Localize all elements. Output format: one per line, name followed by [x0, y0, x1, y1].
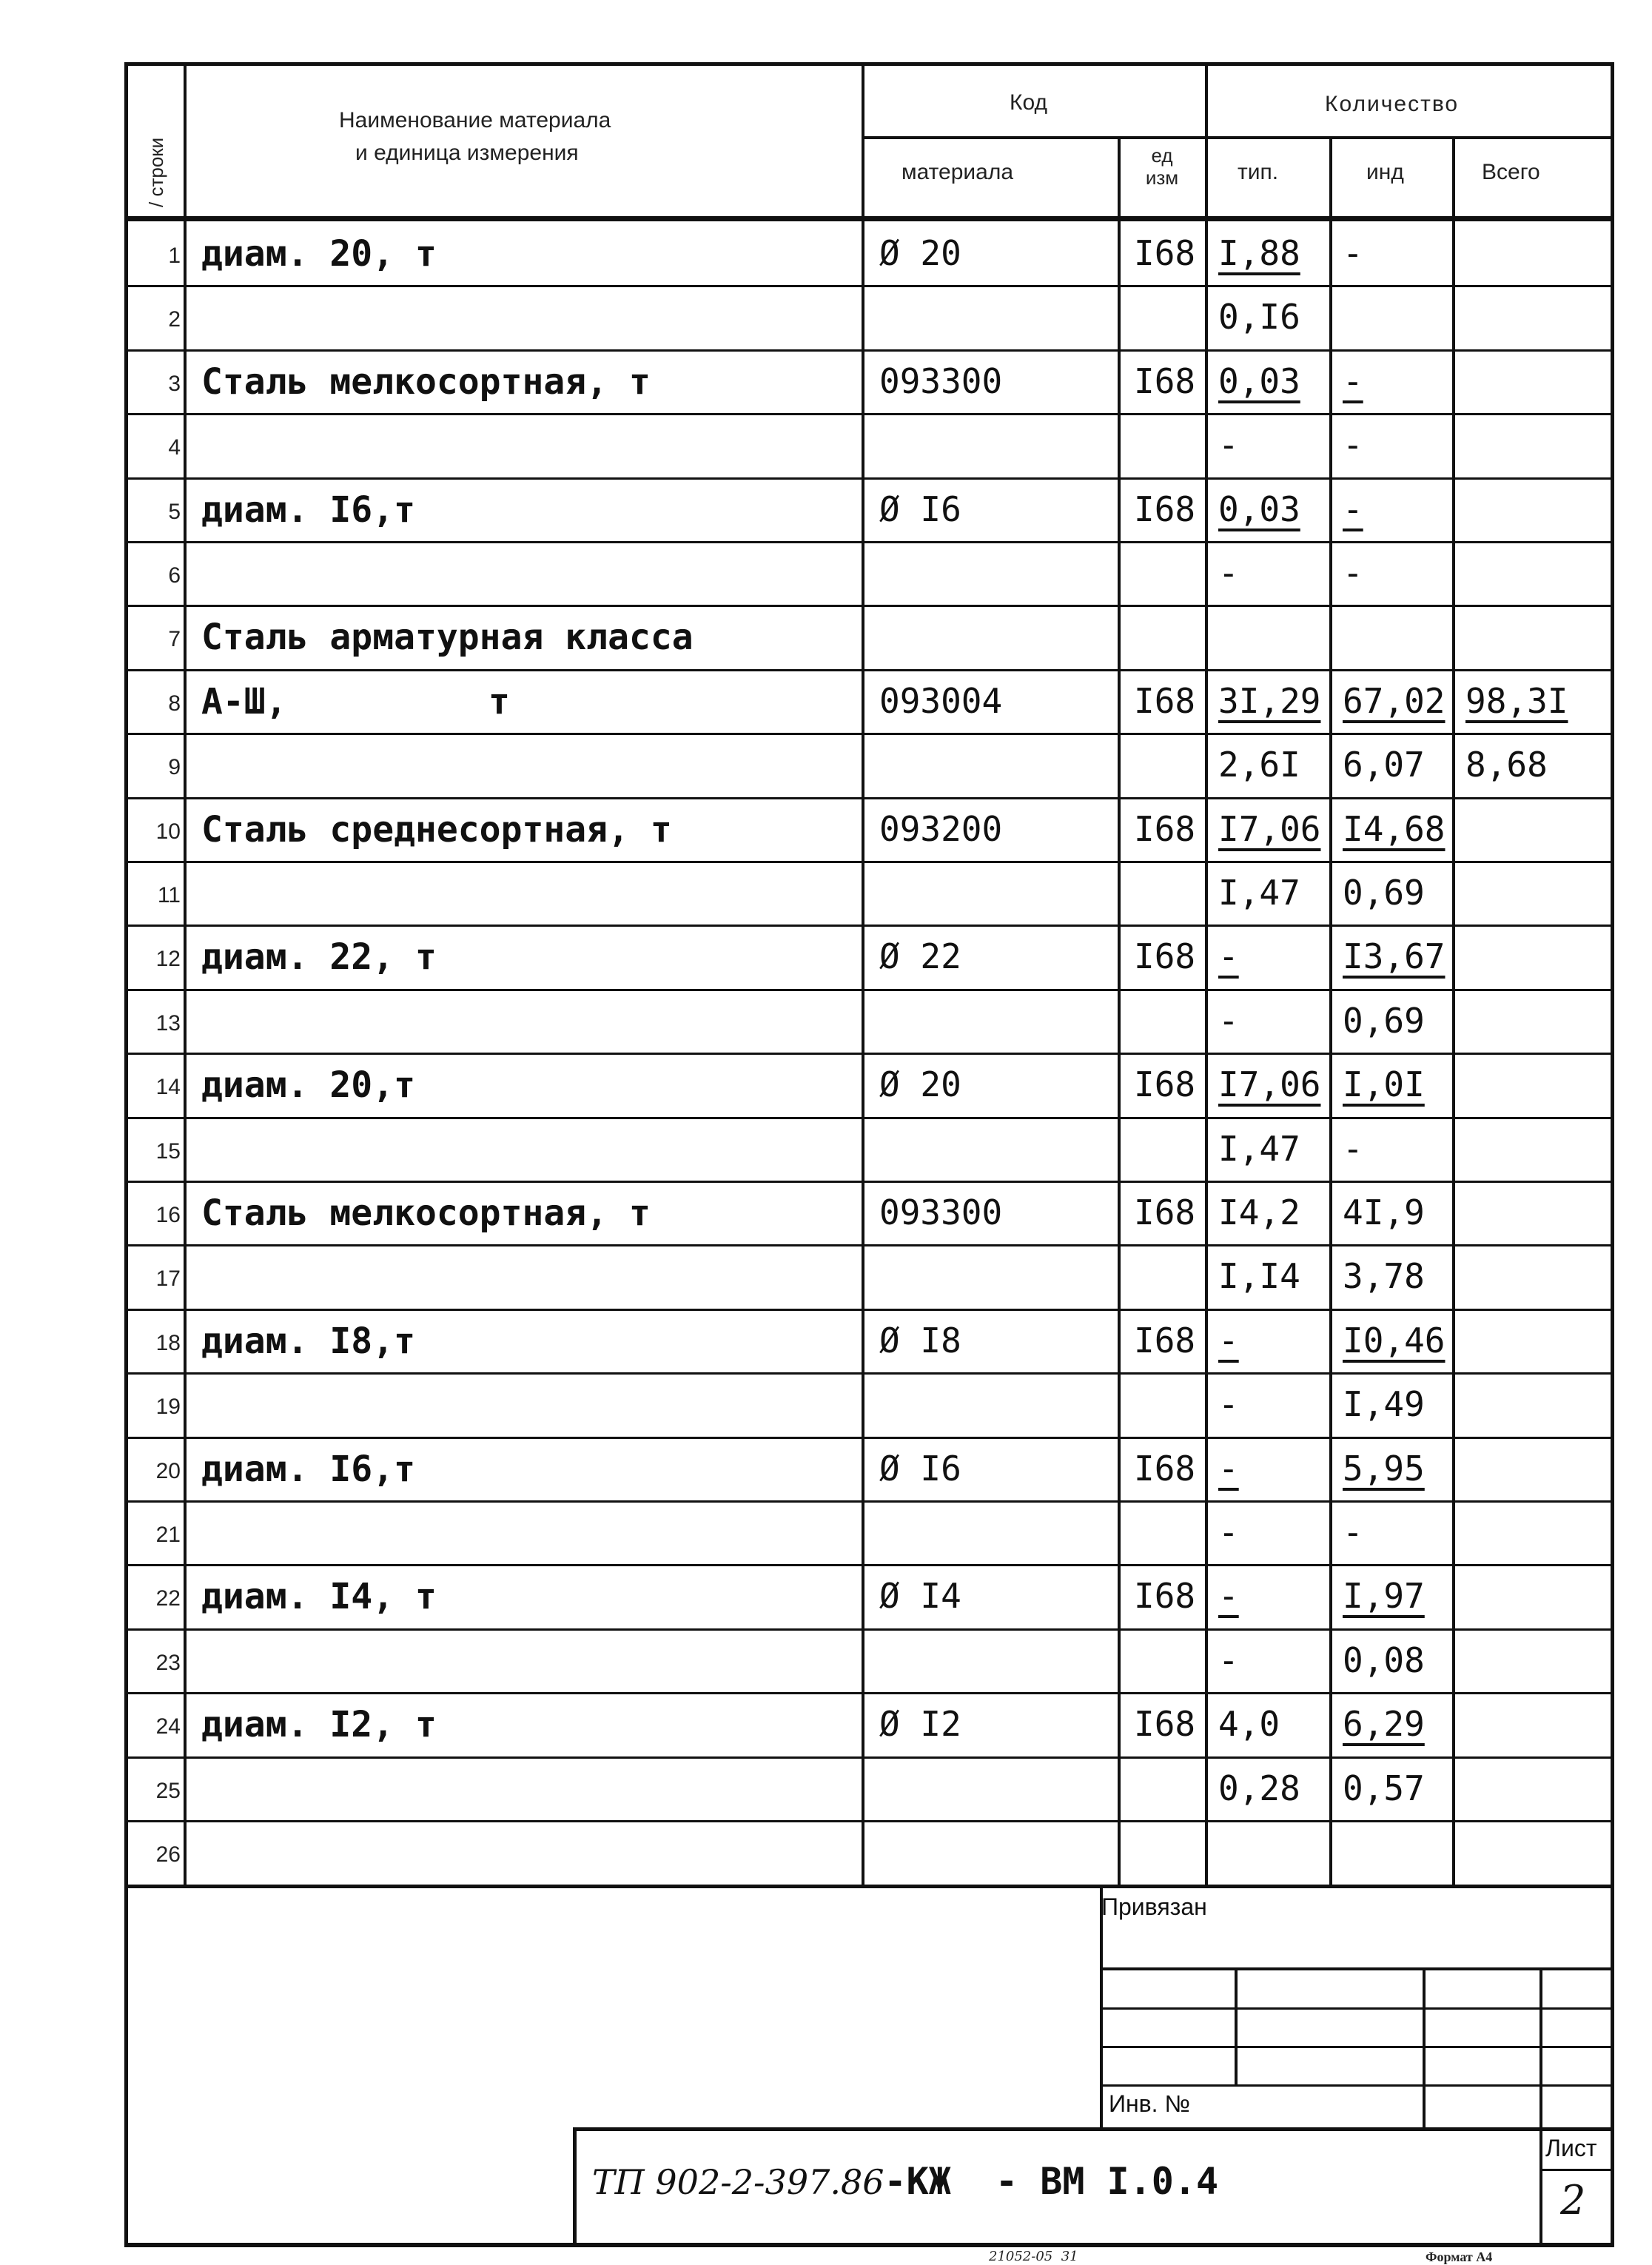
- row-divider: [127, 1628, 1612, 1631]
- qty-typical: I,88: [1218, 233, 1300, 273]
- hline-header-bottom: [124, 216, 1614, 221]
- qty-typical: 2,6I: [1218, 745, 1300, 785]
- unit-code: I68: [1134, 1064, 1196, 1104]
- qty-individual: 0,69: [1343, 873, 1425, 913]
- qty-individual: -: [1343, 233, 1363, 273]
- stamp-code-top: [573, 2127, 1614, 2131]
- row-number: 18: [155, 1331, 181, 1355]
- row-number: 16: [155, 1203, 181, 1227]
- row-divider: [127, 861, 1612, 863]
- vline-unit-typ: [1205, 62, 1208, 1885]
- unit-code: I68: [1134, 681, 1196, 721]
- row-number: 21: [155, 1523, 181, 1547]
- material-code: 093004: [879, 681, 1003, 721]
- qty-total: 98,3I: [1465, 681, 1568, 721]
- qty-individual: 0,69: [1343, 1001, 1425, 1041]
- row-number: 19: [155, 1395, 181, 1419]
- row-number: 23: [155, 1651, 181, 1675]
- row-number: 24: [155, 1714, 181, 1739]
- frame-top: [124, 62, 1614, 66]
- material-name: Сталь мелкосортная, т: [201, 1192, 651, 1234]
- qty-typ-header: тип.: [1238, 160, 1279, 184]
- bound-label: Привязан: [1101, 1893, 1207, 1920]
- row-divider: [127, 1372, 1612, 1375]
- row-divider: [127, 1244, 1612, 1246]
- vline-name: [862, 62, 864, 1885]
- qty-total: 8,68: [1465, 745, 1548, 785]
- qty-individual: -: [1343, 1512, 1363, 1552]
- material-code: Ø I2: [879, 1704, 961, 1744]
- material-name: A-Ш,: [201, 681, 287, 722]
- material-code: Ø I8: [879, 1321, 961, 1360]
- row-number: 7: [168, 627, 181, 651]
- material-code: 093200: [879, 809, 1003, 849]
- material-name: Сталь мелкосортная, т: [201, 361, 651, 403]
- unit-code: I68: [1134, 1704, 1196, 1744]
- material-name-unit: т: [488, 681, 510, 722]
- material-code: Ø 20: [879, 1064, 961, 1104]
- material-name: диам. I8,т: [201, 1321, 415, 1362]
- material-name: диам. 22, т: [201, 936, 437, 978]
- qty-individual: I0,46: [1343, 1321, 1446, 1360]
- qty-typical: I,47: [1218, 1129, 1300, 1169]
- qty-individual: 0,08: [1343, 1640, 1425, 1680]
- qty-typical: -: [1218, 1640, 1239, 1680]
- row-number: 6: [168, 563, 181, 588]
- row-divider: [127, 1053, 1612, 1055]
- format-label: [1426, 2250, 1492, 2264]
- material-name: диам. 20, т: [201, 233, 437, 275]
- row-number: 14: [155, 1075, 181, 1099]
- stamp-bound-line3: [1100, 2046, 1614, 2048]
- qty-typical: -: [1218, 1321, 1239, 1360]
- qty-typical: -: [1218, 425, 1239, 465]
- code-header: Код: [1010, 90, 1048, 115]
- unit-code: I68: [1134, 936, 1196, 976]
- stamp-bound-line4: [1100, 2084, 1614, 2087]
- qty-individual: 5,95: [1343, 1449, 1425, 1489]
- qty-individual: 6,07: [1343, 745, 1425, 785]
- row-divider: [127, 989, 1612, 991]
- unit-code: I68: [1134, 1449, 1196, 1489]
- inventory-label: Инв. №: [1109, 2090, 1190, 2117]
- unit-code: I68: [1134, 361, 1196, 401]
- row-number: 26: [155, 1842, 181, 1867]
- row-divider: [127, 541, 1612, 543]
- qty-individual: I4,68: [1343, 809, 1446, 849]
- row-number: 3: [168, 372, 181, 396]
- row-number: 13: [155, 1011, 181, 1036]
- qty-individual: -: [1343, 1129, 1363, 1169]
- row-divider: [127, 797, 1612, 799]
- qty-individual: 6,29: [1343, 1704, 1425, 1744]
- row-number-header: / строки: [145, 137, 167, 207]
- row-number: 8: [168, 691, 181, 716]
- stamp-code-left: [573, 2127, 577, 2246]
- row-number: 11: [157, 883, 181, 907]
- qty-typical: -: [1218, 1512, 1239, 1552]
- row-divider: [127, 1820, 1612, 1822]
- material-code: Ø I4: [879, 1576, 961, 1616]
- vline-code-unit: [1118, 136, 1121, 1885]
- row-divider: [127, 733, 1612, 735]
- qty-individual: -: [1343, 361, 1363, 401]
- row-number: 10: [155, 819, 181, 844]
- qty-typical: 0,03: [1218, 489, 1300, 529]
- vline-rownum: [184, 62, 187, 1885]
- material-code: 093300: [879, 1192, 1003, 1232]
- qty-typical: 3I,29: [1218, 681, 1321, 721]
- quantity-header: Количество: [1325, 92, 1460, 116]
- row-divider: [127, 477, 1612, 480]
- qty-typical: -: [1218, 1449, 1239, 1489]
- row-number: 4: [168, 435, 181, 460]
- frame-bottom: [124, 2243, 1614, 2247]
- row-divider: [127, 285, 1612, 287]
- stamp-bound-line1: [1100, 1967, 1614, 1970]
- row-number: 20: [155, 1459, 181, 1483]
- material-name: Сталь арматурная класса: [201, 617, 694, 658]
- qty-typical: -: [1218, 553, 1239, 593]
- material-code: Ø 20: [879, 233, 961, 273]
- stamp-bound-vline2: [1423, 1967, 1426, 2129]
- qty-typical: -: [1218, 936, 1239, 976]
- stamp-sheet-left: [1539, 2127, 1542, 2246]
- unit-code: I68: [1134, 809, 1196, 849]
- qty-ind-header: инд: [1366, 160, 1404, 184]
- material-name: диам. 20,т: [201, 1064, 415, 1106]
- row-divider: [127, 413, 1612, 415]
- frame-right: [1611, 62, 1614, 2246]
- row-number: 9: [168, 755, 181, 779]
- row-divider: [127, 1692, 1612, 1694]
- qty-typical: I7,06: [1218, 1064, 1321, 1104]
- unit-code: I68: [1134, 233, 1196, 273]
- row-divider: [127, 1500, 1612, 1503]
- material-code: Ø I6: [879, 489, 961, 529]
- material-name: диам. I6,т: [201, 1449, 415, 1490]
- qty-individual: I,0I: [1343, 1064, 1425, 1104]
- row-divider: [127, 1564, 1612, 1566]
- row-divider: [127, 925, 1612, 927]
- qty-individual: 4I,9: [1343, 1192, 1425, 1232]
- qty-individual: -: [1343, 553, 1363, 593]
- qty-total-header: Всего: [1482, 160, 1540, 184]
- document-code: [592, 2160, 1219, 2203]
- qty-individual: 3,78: [1343, 1256, 1425, 1296]
- unit-code: I68: [1134, 1321, 1196, 1360]
- row-divider: [127, 1181, 1612, 1183]
- row-divider: [127, 1437, 1612, 1439]
- stamp-sheet-mid: [1539, 2169, 1614, 2171]
- vline-ind-total: [1452, 136, 1455, 1885]
- stamp-bound-line2: [1100, 2007, 1614, 2010]
- qty-individual: I,97: [1343, 1576, 1425, 1616]
- row-divider: [127, 1117, 1612, 1119]
- row-number: 22: [155, 1586, 181, 1611]
- document-code-italic: ТП 902-2-397.86: [592, 2162, 884, 2202]
- material-name: диам. I6,т: [201, 489, 415, 531]
- row-divider: [127, 669, 1612, 671]
- hline-subheader: [862, 136, 1614, 139]
- material-code: Ø I6: [879, 1449, 961, 1489]
- qty-typical: I7,06: [1218, 809, 1321, 849]
- name-header-line1: Наименование материала: [339, 108, 611, 132]
- unit-code: I68: [1134, 1576, 1196, 1616]
- row-divider: [127, 605, 1612, 607]
- row-number: 12: [155, 947, 181, 971]
- code-unit-header: ед изм: [1145, 144, 1179, 189]
- unit-code: I68: [1134, 489, 1196, 529]
- material-code: Ø 22: [879, 936, 961, 976]
- qty-typical: I,I4: [1218, 1256, 1300, 1296]
- material-name: диам. I4, т: [201, 1576, 437, 1617]
- code-material-header: материала: [901, 160, 1014, 184]
- sheet-number: 2: [1560, 2177, 1586, 2224]
- stamp-bound-vline1: [1235, 1967, 1238, 2084]
- qty-typical: I4,2: [1218, 1192, 1300, 1232]
- qty-individual: 0,57: [1343, 1768, 1425, 1808]
- qty-individual: -: [1343, 489, 1363, 529]
- stamp-bound-vline3: [1539, 1967, 1542, 2129]
- qty-typical: 0,03: [1218, 361, 1300, 401]
- qty-individual: -: [1343, 425, 1363, 465]
- row-number: 1: [168, 244, 181, 268]
- archive-number: 21052-05 31: [989, 2249, 1078, 2264]
- qty-typical: -: [1218, 1001, 1239, 1041]
- row-number: 17: [155, 1266, 181, 1291]
- row-divider: [127, 1756, 1612, 1759]
- document-code-rest: -КЖ - ВМ I.0.4: [884, 2160, 1219, 2203]
- vline-typ-ind: [1329, 136, 1332, 1885]
- qty-individual: I3,67: [1343, 936, 1446, 976]
- row-number: 25: [155, 1779, 181, 1803]
- qty-typical: 4,0: [1218, 1704, 1280, 1744]
- material-name: диам. I2, т: [201, 1704, 437, 1745]
- name-header-line2: и единица измерения: [355, 141, 579, 165]
- material-code: 093300: [879, 361, 1003, 401]
- qty-typical: -: [1218, 1576, 1239, 1616]
- format-value: А4: [1476, 2249, 1493, 2264]
- qty-typical: I,47: [1218, 873, 1300, 913]
- frame-left: [124, 62, 128, 2246]
- row-divider: [127, 349, 1612, 352]
- qty-typical: -: [1218, 1384, 1239, 1424]
- stamp-bound-left: [1100, 1885, 1103, 2129]
- row-number: 5: [168, 500, 181, 524]
- qty-individual: I,49: [1343, 1384, 1425, 1424]
- unit-code: I68: [1134, 1192, 1196, 1232]
- row-number: 2: [168, 307, 181, 332]
- qty-typical: 0,28: [1218, 1768, 1300, 1808]
- qty-individual: 67,02: [1343, 681, 1446, 721]
- format-label-text: Формат: [1426, 2249, 1473, 2264]
- sheet-label: Лист: [1545, 2135, 1597, 2161]
- material-name: Сталь среднесортная, т: [201, 809, 672, 850]
- row-divider: [127, 1309, 1612, 1311]
- stamp-top: [124, 1885, 1614, 1888]
- qty-typical: 0,I6: [1218, 297, 1300, 337]
- row-number: 15: [155, 1139, 181, 1164]
